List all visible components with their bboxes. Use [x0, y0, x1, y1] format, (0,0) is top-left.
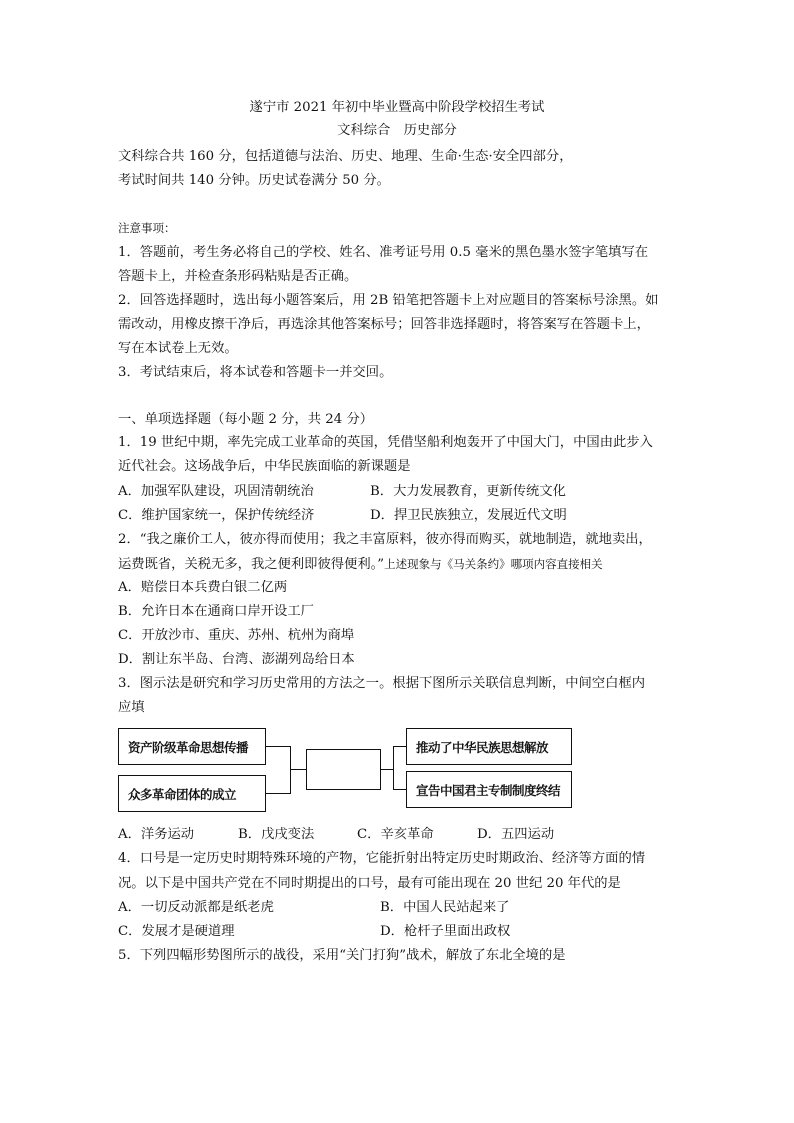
q4-stem-line-2: 况。以下是中国共产党在不同时期提出的口号，最有可能出现在 20 世纪 20 年代的是	[118, 876, 621, 891]
q1-option-a: A．加强军队建设，巩固清朝统治	[118, 484, 314, 499]
q3-option-a: A．洋务运动	[118, 827, 195, 842]
q1-option-c: C．维护国家统一，保护传统经济	[118, 508, 315, 523]
diagram-box-end-of-monarchy: 宣告中国君主专制制度终结	[406, 771, 572, 808]
q3-option-b: B．戊戌变法	[238, 827, 315, 842]
connector-left-vertical	[290, 746, 291, 794]
q2-stem-line-1: 2．“我之廉价工人，彼亦得而使用；我之丰富原料，彼亦得而购买，就地制造，就地卖出，	[118, 532, 652, 547]
diagram-box-revolutionary-groups: 众多革命团体的成立	[118, 775, 266, 812]
notice-heading: 注意事项：	[118, 221, 176, 235]
diagram-box-bourgeois-ideas: 资产阶级革命思想传播	[118, 728, 266, 765]
notice-2-line-1: 2．回答选择题时，选出每小题答案后，用 2B 铅笔把答题卡上对应题目的答案标号涂黑。如	[118, 293, 659, 308]
q2-stem-line-2	[118, 555, 603, 574]
q4-option-d: D．枪杆子里面出政权	[380, 924, 511, 939]
exam-subtitle: 文科综合 历史部分	[337, 123, 457, 138]
q3-stem-line-1: 3．图示法是研究和学习历史常用的方法之一。根据下图所示关联信息判断，中间空白框内	[118, 676, 646, 691]
q2-option-a: A．赔偿日本兵费白银二亿两	[118, 580, 288, 595]
q3-option-c: C．辛亥革命	[357, 827, 434, 842]
q2-question: 上述现象与《马关条约》哪项内容直接相关	[384, 557, 603, 571]
q2-quote-end: 运费既省，关税无多，我之便利即彼得便利。”	[118, 557, 385, 572]
q3-stem-line-2: 应填	[118, 700, 145, 715]
notice-2-line-2: 需改动，用橡皮擦干净后，再选涂其他答案标号；回答非选择题时，将答案写在答题卡上，	[118, 317, 650, 332]
q2-option-b: B．允许日本在通商口岸开设工厂	[118, 604, 314, 619]
intro-line-2: 考试时间共 140 分钟。历史试卷满分 50 分。	[118, 173, 390, 188]
notice-2-line-3: 写在本试卷上无效。	[118, 341, 238, 356]
connector-right-bottom	[393, 789, 406, 790]
q1-stem-line-2: 近代社会。这场战争后，中华民族面临的新课题是	[118, 459, 411, 474]
q4-stem-line-1: 4．口号是一定历史时期特殊环境的产物，它能折射出特定历史时期政治、经济等方面的情	[118, 851, 646, 866]
notice-1-line-1: 1．答题前，考生务必将自己的学校、姓名、准考证号用 0.5 毫米的黑色墨水签字笔填写在	[118, 245, 649, 260]
q4-option-a: A．一切反动派都是纸老虎	[118, 900, 274, 915]
q1-stem-line-1: 1．19 世纪中期，率先完成工业革命的英国，凭借坚船利炮轰开了中国大门，中国由此步入	[118, 435, 653, 450]
connector-left-top	[266, 746, 290, 747]
q3-option-d: D．五四运动	[477, 827, 555, 842]
section-heading: 一、单项选择题（每小题 2 分，共 24 分）	[118, 412, 374, 427]
q2-option-c: C．开放沙市、重庆、苏州、杭州为商埠	[118, 628, 355, 643]
connector-right-mid	[381, 769, 393, 770]
q1-option-d: D．捍卫民族独立，发展近代文明	[370, 508, 567, 523]
notice-1-line-2: 答题卡上，并检查条形码粘贴是否正确。	[118, 269, 358, 284]
diagram-box-thought-liberation: 推动了中华民族思想解放	[406, 728, 572, 765]
q5-stem-line-1: 5．下列四幅形势图所示的战役，采用“关门打狗”战术，解放了东北全境的是	[118, 948, 566, 963]
exam-title: 遂宁市 2021 年初中毕业暨高中阶段学校招生考试	[249, 100, 545, 115]
q4-option-c: C．发展才是硬道理	[118, 924, 235, 939]
connector-right-vertical	[393, 746, 394, 790]
q4-option-b: B．中国人民站起来了	[380, 900, 510, 915]
intro-line-1: 文科综合共 160 分，包括道德与法治、历史、地理、生命·生态·安全四部分，	[118, 149, 573, 164]
diagram-blank-box	[306, 749, 381, 790]
connector-left-bottom	[266, 793, 290, 794]
connector-left-mid	[290, 769, 306, 770]
q2-option-d: D．割让东半岛、台湾、澎湖列岛给日本	[118, 652, 355, 667]
q1-option-b: B．大力发展教育，更新传统文化	[370, 484, 566, 499]
notice-3: 3．考试结束后，将本试卷和答题卡一并交回。	[118, 365, 393, 380]
connector-right-top	[393, 746, 406, 747]
